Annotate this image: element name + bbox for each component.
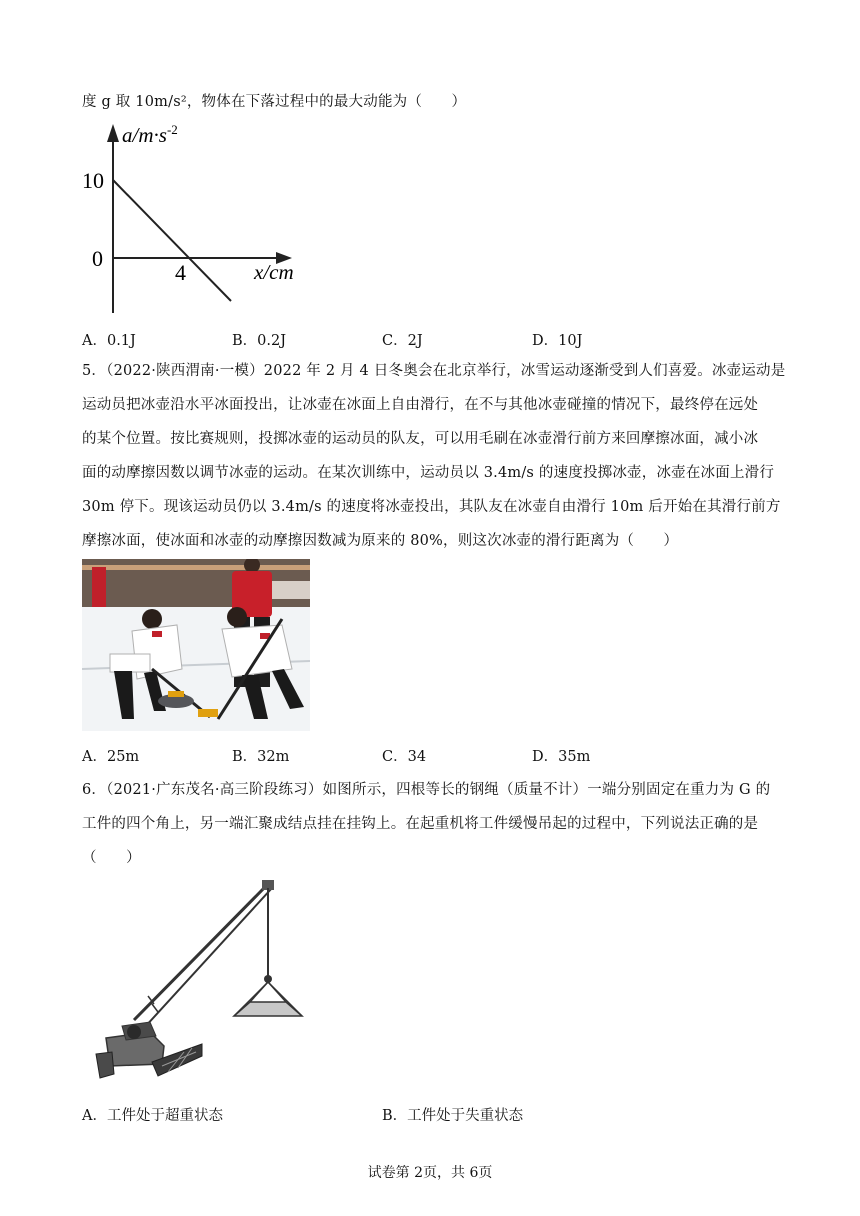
q5-text-line: 面的动摩擦因数以调节冰壶的运动。在某次训练中，运动员以 3.4m/s 的速度投掷冰壶，冰壶在冰面上滑行	[82, 465, 775, 481]
q5-text-line: 运动员把冰壶沿水平冰面投出，让冰壶在冰面上自由滑行，在不与其他冰壶碰撞的情况下，最终停在远处	[82, 397, 759, 413]
q5-text-line: 30m 停下。现该运动员仍以 3.4m/s 的速度将冰壶投出，其队友在冰壶自由滑行 10m 后开始在其滑行前方	[82, 499, 781, 515]
y-axis-arrow	[107, 124, 119, 142]
q5-text-line: 5．（2022·陕西渭南·一模）2022 年 2 月 4 日冬奥会在北京举行，冰雪运动逐渐受到人们喜爱。冰壶运动是	[82, 363, 786, 379]
q5-text-line: 的某个位置。按比赛规则，投掷冰壶的运动员的队友，可以用毛刷在冰壶滑行前方来回摩擦冰面，减小冰	[82, 431, 759, 447]
q6-option-b[interactable]: B．工件处于失重状态	[382, 1108, 524, 1124]
q5-text-line: 摩擦冰面，使冰面和冰壶的动摩擦因数减为原来的 80%，则这次冰壶的滑行距离为（ ）	[82, 533, 679, 549]
acceleration-displacement-graph	[76, 118, 316, 318]
x-tick-label: 4	[175, 260, 186, 285]
q4-option-a[interactable]: A．0.1J	[82, 333, 136, 349]
q4-option-b[interactable]: B．0.2J	[232, 333, 287, 349]
x-axis-label: x/cm	[254, 260, 294, 284]
q5-option-c[interactable]: C．34	[382, 749, 427, 765]
q4-option-d[interactable]: D．10J	[532, 333, 583, 349]
y-axis-label: $a/m\cdot s^{-2}$	[122, 122, 178, 147]
q4-option-c[interactable]: C．2J	[382, 333, 423, 349]
q6-text-line: （ ）	[82, 850, 141, 866]
y-axis-exponent: -2	[166, 122, 178, 137]
curling-photo	[82, 559, 310, 731]
crane-illustration	[92, 876, 308, 1082]
q6-text-line: 工件的四个角上，另一端汇聚成结点挂在挂钩上。在起重机将工件缓慢吊起的过程中，下列说法正确的是	[82, 816, 759, 832]
y-tick-label: 10	[82, 168, 104, 193]
q6-text-line: 6．（2021·广东茂名·高三阶段练习）如图所示，四根等长的钢绳（质量不计）一端分别固定在重力为 G 的	[82, 782, 771, 798]
origin-label: 0	[92, 246, 103, 271]
q5-option-d[interactable]: D．35m	[532, 749, 591, 765]
q4-text-line: 度 g 取 10m/s²，物体在下落过程中的最大动能为（ ）	[82, 94, 467, 110]
q5-option-a[interactable]: A．25m	[82, 749, 140, 765]
q6-option-a[interactable]: A．工件处于超重状态	[82, 1108, 223, 1124]
q5-option-b[interactable]: B．32m	[232, 749, 290, 765]
graph-line	[113, 180, 231, 301]
page-footer: 试卷第 2页，共 6页	[367, 1165, 493, 1181]
